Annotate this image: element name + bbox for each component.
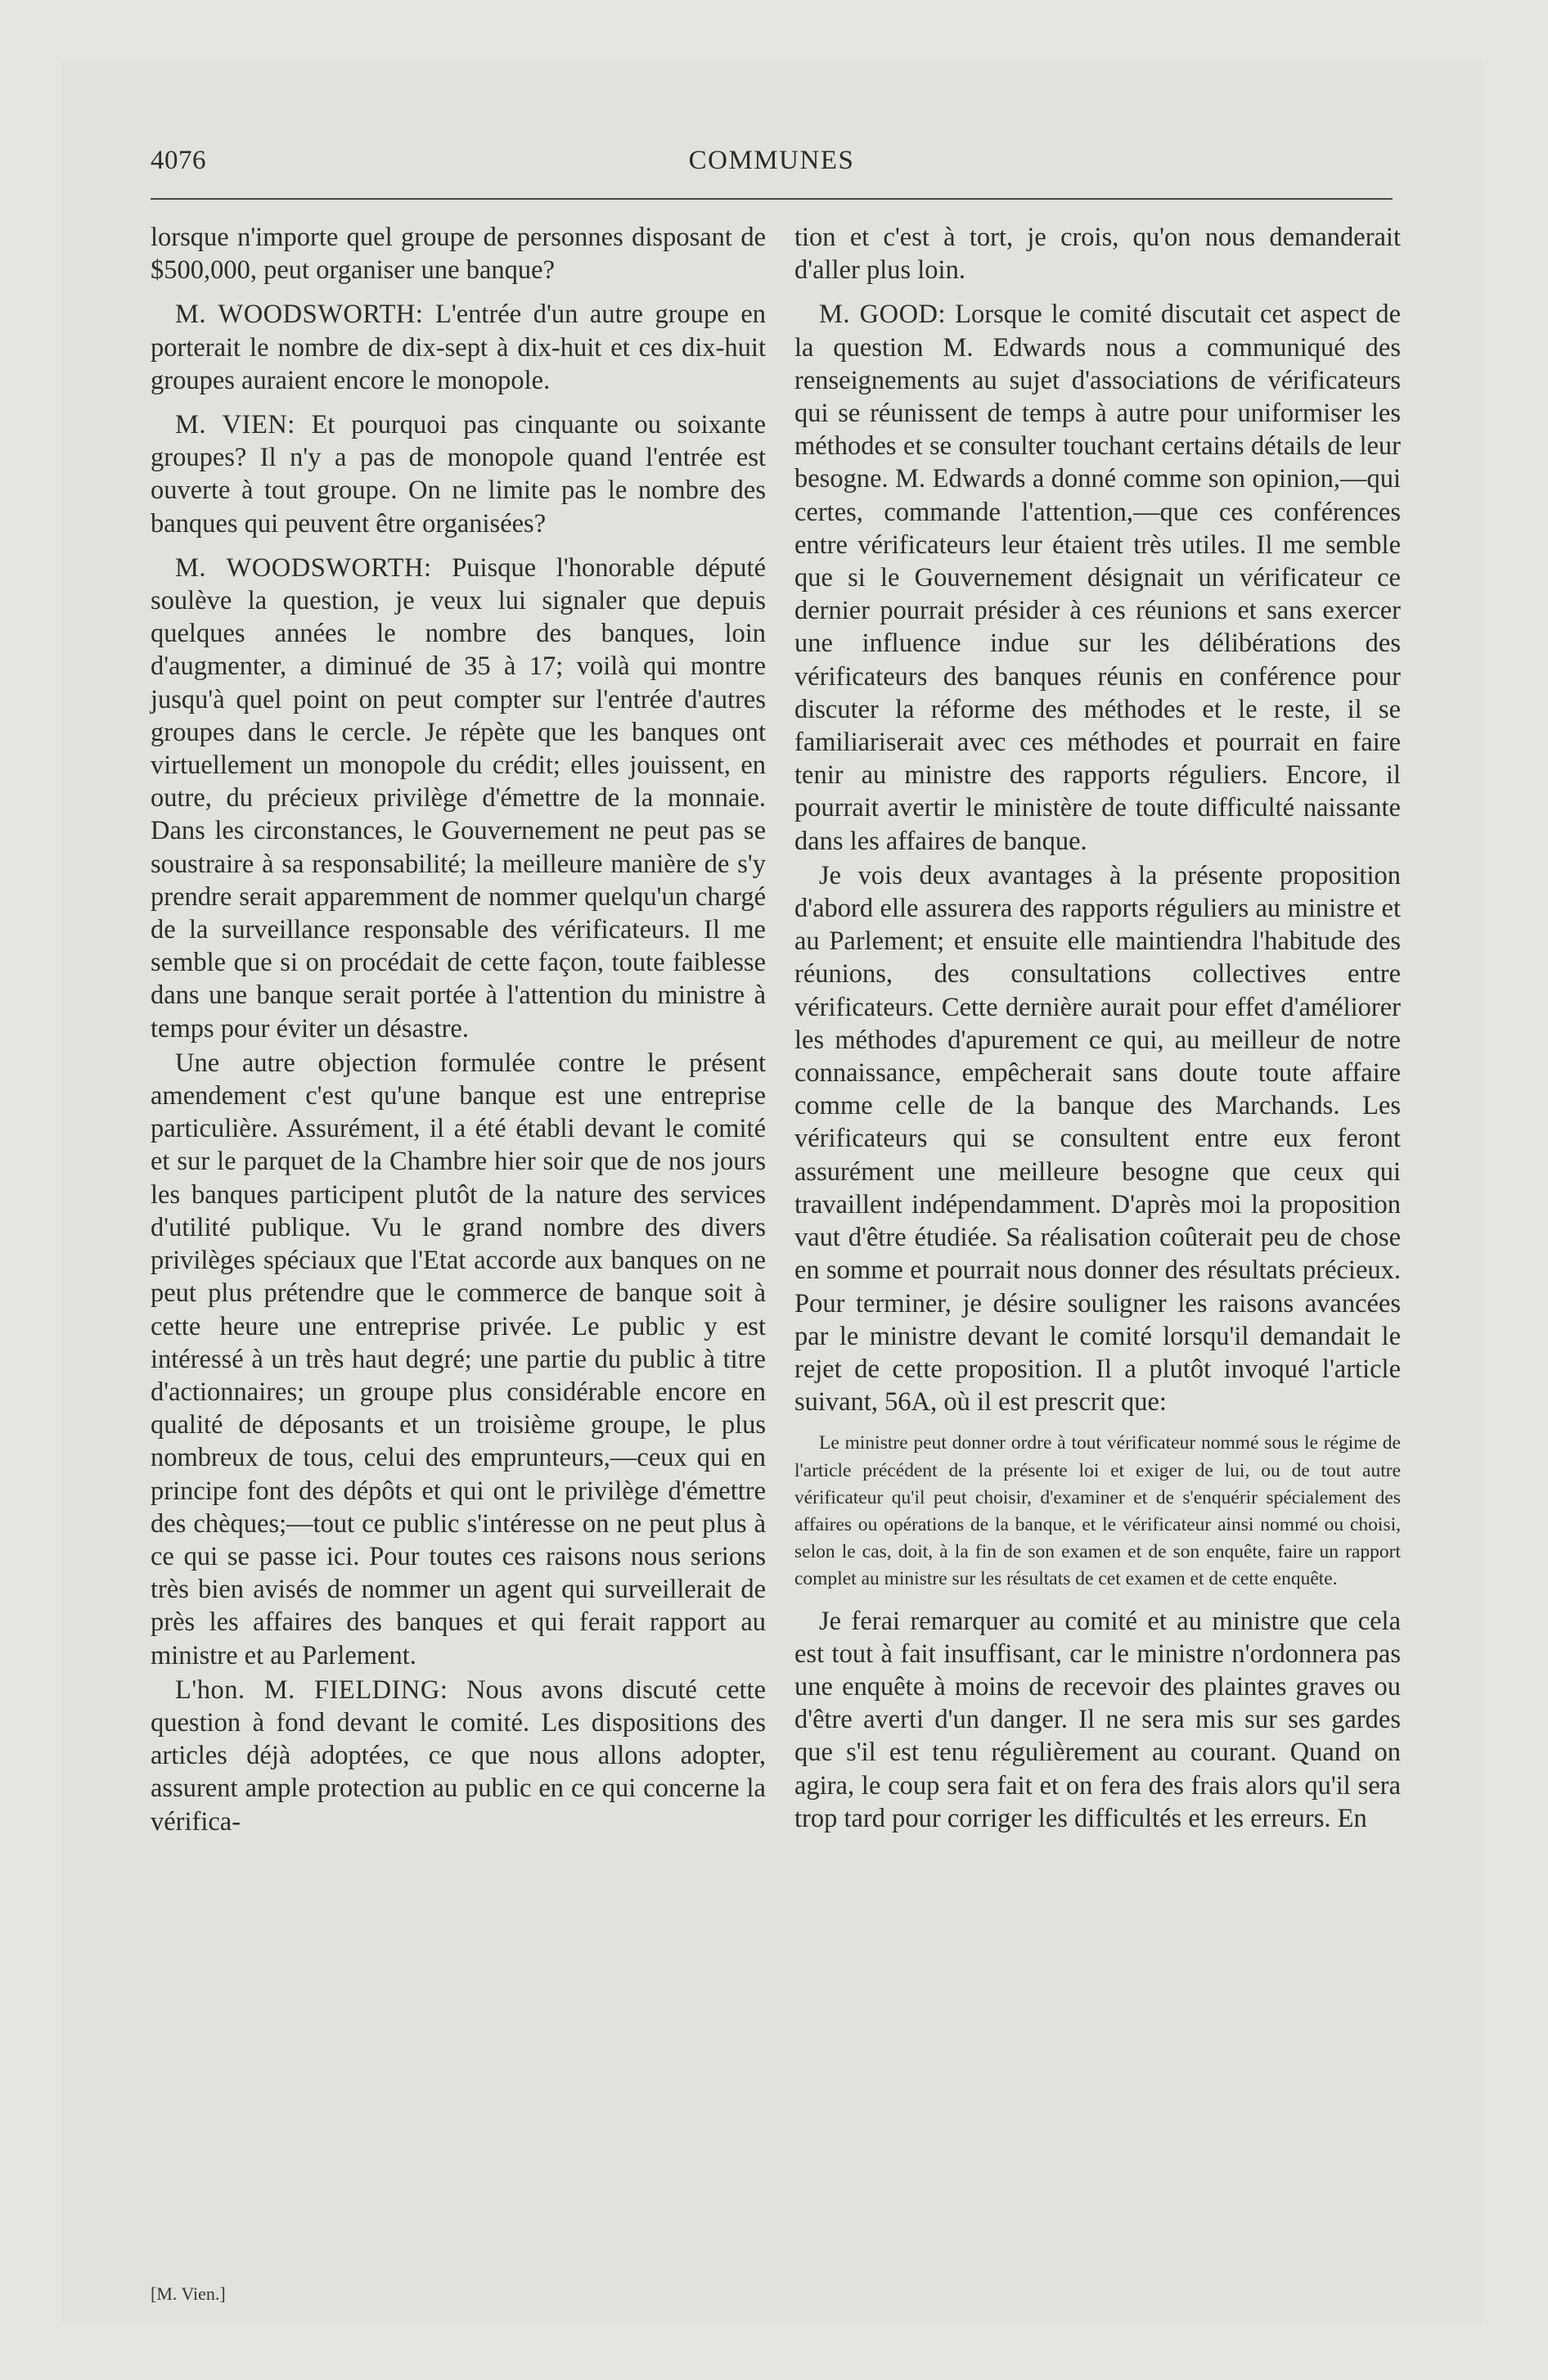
- speech-text: Lorsque le comité discutait cet aspect de la question M. Edwards nous a communiqué des renseignements au sujet d'associations de vérificateurs qui se réunissent de temps à autre pour uniformiser les méthodes et se consulter touchant certains détails de leur besogne. M. Edwards a donné comme son opinion,—qui certes, commande l'attention,—que ces conférences entre vérificateurs leur étaient très utiles. Il me semble que si le Gouvernement désignait un vérificateur ce dernier pourrait présider à ces réunions et sans exercer une influence indue sur les délibérations des vérificateurs des banques réunis en conférence pour discuter la réforme des méthodes et le reste, il se familiariserait avec ces méthodes et pourrait en faire tenir au ministre des rapports réguliers. Encore, il pourrait avertir le ministère de toute difficulté naissante dans les affaires de banque.: [794, 300, 1402, 856]
- footer-note: [M. Vien.]: [151, 2283, 226, 2304]
- paragraph: Une autre objection formulée contre le présent amendement c'est qu'une banque est une entreprise particulière. Assurément, il a été établi devant le comité et sur le parquet de la Chambre hier soir que de nos jours les banques participent plutôt de la nature des services d'utilité publique. Vu le grand nombre des divers privilèges spéciaux que l'Etat accorde aux banques on ne peut plus prétendre que le commerce de banque soit à cette heure une entreprise privée. Le public y est intéressé à un très haut degré; une partie du public à titre d'actionnaires; un groupe plus considérable encore en qualité de déposants et un troisième groupe, le plus nombreux de tous, celui des emprunteurs,—ceux qui en principe font des dépôts et qui ont le privilège d'émettre des chèques;—tout ce public s'intéresse on ne peut plus à ce qui se passe ici. Pour toutes ces raisons nous serions très bien avisés de nommer un agent qui surveillerait de près les affaires des banques et qui ferait rapport au ministre et au Parlement.: [151, 1048, 766, 1670]
- speaker-name: M. GOOD:: [819, 300, 947, 330]
- page: [61, 61, 1483, 2324]
- paragraph: lorsque n'importe quel groupe de personnes disposant de $500,000, peut organiser une banque?: [151, 223, 766, 286]
- speech-text: Nous avons discuté cette question à fond devant le comité. Les dispositions des articles déjà adoptées, ce que nous allons adopter, assurent ample protection au public en ce qui concerne la vérifica-: [151, 1675, 766, 1837]
- paragraph: Je vois deux avantages à la présente proposition d'abord elle assurera des rapports réguliers au ministre et au Parlement; et ensuite elle maintiendra l'habitude des réunions, des consultations collectives entre vérificateurs. Cette dernière aurait pour effet d'améliorer les méthodes d'apurement ce qui, au meilleur de notre connaissance, empêcherait sans doute toute affaire comme celle de la banque des Marchands. Les vérificateurs qui se consultent entre eux feront assurément une meilleure besogne que ceux qui travaillent indépendamment. D'après moi la proposition vaut d'être étudiée. Sa réalisation coûterait peu de chose en somme et pourrait nous donner des résultats précieux. Pour terminer, je désire souligner les raisons avancées par le ministre devant le comité lorsqu'il demandait le rejet de cette proposition. Il a plutôt invoqué l'article suivant, 56A, où il est prescrit que:: [794, 860, 1401, 1418]
- page-header: [151, 146, 1393, 185]
- paragraph: [151, 1674, 766, 1838]
- speech-text: Et pourquoi pas cinquante ou soixante groupes? Il n'y a pas de monopole quand l'entrée est ouverte à tout groupe. On ne limite pas le nombre des banques qui peuvent être organisées?: [151, 410, 766, 539]
- speaker-name: M. WOODSWORTH:: [175, 552, 432, 583]
- right-column: [794, 221, 1401, 1835]
- paragraph: Je ferai remarquer au comité et au ministre que cela est tout à fait insuffisant, car le ministre n'ordonnera pas une enquête à moins de recevoir des plaintes graves ou d'être averti d'un danger. Il ne sera mis sur ses gardes que s'il est tenu régulièrement au courant. Quand on agira, le coup sera fait et on fera des frais alors qu'il sera trop tard pour corriger les difficultés et les erreurs. En: [794, 1606, 1401, 1833]
- running-head: COMMUNES: [688, 146, 855, 175]
- paragraph: [151, 408, 766, 540]
- paragraph: [151, 552, 766, 1045]
- speaker-name: L'hon. M. FIELDING:: [175, 1675, 448, 1705]
- speaker-name: M. VIEN:: [175, 410, 295, 440]
- speech-text: Puisque l'honorable député soulève la question, je veux lui signaler que depuis quelques années le nombre des banques, loin d'augmenter, a diminué de 35 à 17; voilà qui montre jusqu'à quel point on peut compter sur l'entrée d'autres groupes dans le cercle. Je répète que les banques ont virtuellement un monopole du crédit; elles jouissent, en outre, du précieux privilège d'émettre de la monnaie. Dans les circonstances, le Gouvernement ne peut pas se soustraire à sa responsabilité; la meilleure manière de s'y prendre serait apparemment de nommer quelqu'un chargé de la surveillance responsable des vérificateurs. Il me semble que si on procédait de cette façon, toute faiblesse dans une banque serait portée à l'attention du ministre à temps pour éviter un désastre.: [151, 552, 766, 1044]
- header-rule: [151, 198, 1393, 200]
- paragraph: tion et c'est à tort, je crois, qu'on nous demanderait d'aller plus loin.: [794, 223, 1401, 286]
- left-column: [151, 221, 766, 1838]
- paragraph: [151, 298, 766, 397]
- page-number: 4076: [151, 146, 206, 175]
- speech-text: L'entrée d'un autre groupe en porterait le nombre de dix-sept à dix-huit et ces dix-huit groupes auraient encore le monopole.: [151, 300, 766, 395]
- speaker-name: M. WOODSWORTH:: [175, 300, 424, 330]
- paragraph: [794, 298, 1401, 857]
- block-quote: Le ministre peut donner ordre à tout vérificateur nommé sous le régime de l'article précédent de la présente loi et exiger de lui, ou de tout autre vérificateur qu'il peut choisir, d'examiner et de s'enquérir spécialement des affaires ou opérations de la banque, et le vérificateur ainsi nommé ou choisi, selon le cas, doit, à la fin de son examen et de son enquête, faire un rapport complet au ministre sur les résultats de cet examen et de cette enquête.: [794, 1432, 1401, 1590]
